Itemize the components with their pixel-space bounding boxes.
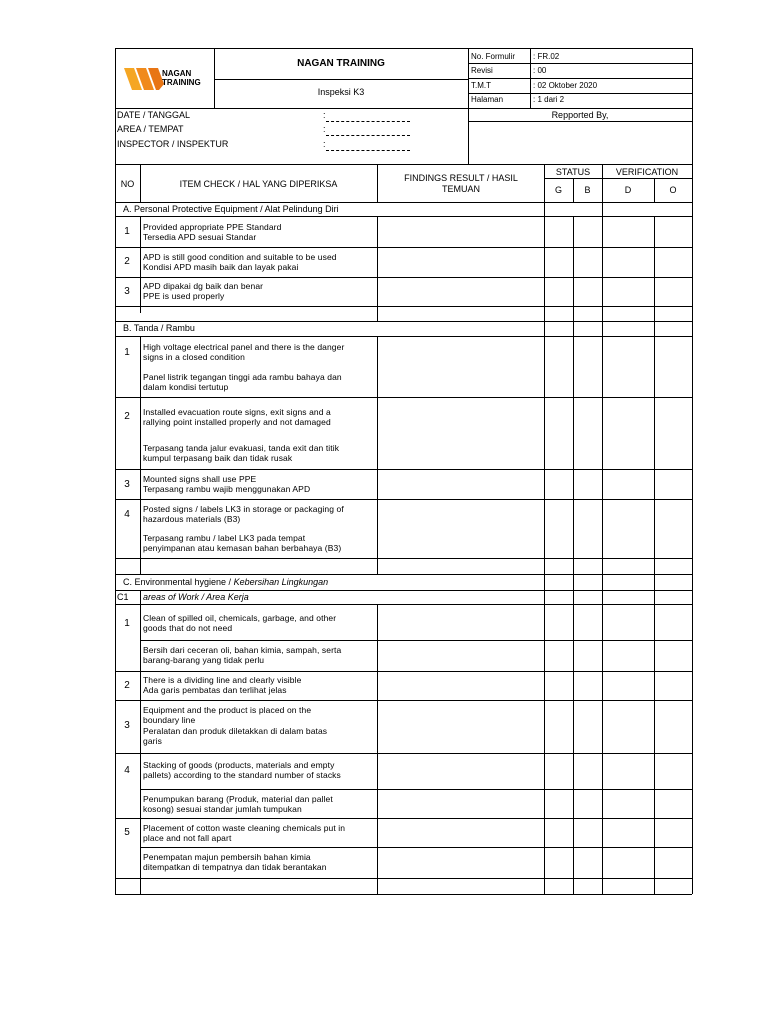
item-b4-text-en: Posted signs / labels LK3 in storage or packaging of hazardous materials (B3) — [143, 504, 344, 525]
item-c3-text: Equipment and the product is placed on the boundary line Peralatan dan produk diletakkan di dalam batas garis — [143, 705, 328, 746]
logo-text-line1: NAGAN — [162, 69, 192, 78]
date-colon: : — [323, 110, 326, 120]
col-header-status: STATUS — [555, 167, 591, 177]
item-number: 4 — [124, 509, 130, 520]
item-number: 3 — [124, 479, 130, 490]
inspector-label: INSPECTOR / INSPEKTUR — [117, 139, 229, 149]
item-b1-text-en: High voltage electrical panel and there is the danger signs in a closed condition — [143, 342, 345, 363]
item-number: 2 — [124, 411, 130, 422]
col-header-verif-o: O — [669, 185, 677, 195]
item-a1-text: Provided appropriate PPE Standard Tersedia APD sesuai Standar — [143, 222, 282, 243]
company-title: NAGAN TRAINING — [297, 58, 385, 69]
item-number: 4 — [124, 765, 130, 776]
meta-label-revisi: Revisi — [471, 66, 493, 75]
meta-value-halaman: : 1 dari 2 — [533, 95, 565, 104]
item-a3-text: APD dipakai dg baik dan benar PPE is used properly — [143, 281, 264, 302]
item-number: 2 — [124, 256, 130, 267]
section-c-title-italic: Kebersihan Lingkungan — [233, 577, 329, 587]
item-number: 1 — [124, 347, 130, 358]
area-label: AREA / TEMPAT — [117, 124, 184, 134]
item-b2-text-en: Installed evacuation route signs, exit signs and a rallying point installed properly and not damaged — [143, 407, 331, 428]
item-c4-text-en: Stacking of goods (products, materials and empty pallets) according to the standard number of stacks — [143, 760, 341, 781]
item-c5-text-id: Penempatan majun pembersih bahan kimia ditempatkan di tempatnya dan tidak berantakan — [143, 852, 327, 873]
item-number: 1 — [124, 618, 130, 629]
col-header-status-g: G — [554, 185, 562, 195]
item-a2-text: APD is still good condition and suitable to be used Kondisi APD masih baik dan layak pakai — [143, 252, 337, 273]
item-b2-text-id: Terpasang tanda jalur evakuasi, tanda exit dan titik kumpul terpasang baik dan tidak rusak — [143, 443, 340, 464]
item-c4-text-id: Penumpukan barang (Produk, material dan pallet kosong) sesuai standar jumlah tumpukan — [143, 794, 333, 815]
company-logo — [124, 66, 208, 94]
section-c1-number: C1 — [117, 592, 129, 602]
col-header-findings: FINDINGS RESULT / HASIL TEMUAN — [404, 173, 518, 194]
form-subtitle: Inspeksi K3 — [317, 87, 365, 97]
section-c-title-prefix: C. Environmental hygiene / — [123, 577, 234, 587]
logo-text-line2: TRAINING — [162, 78, 201, 87]
meta-value-formulir: : FR.02 — [533, 52, 560, 61]
meta-label-formulir: No. Formulir — [471, 52, 516, 61]
item-number: 3 — [124, 286, 130, 297]
section-c1-title: areas of Work / Area Kerja — [143, 592, 249, 602]
item-b1-text-id: Panel listrik tegangan tinggi ada rambu bahaya dan dalam kondisi tertutup — [143, 372, 342, 393]
section-b-title: B. Tanda / Rambu — [123, 323, 195, 333]
item-c1-text-id: Bersih dari ceceran oli, bahan kimia, sampah, serta barang-barang yang tidak perlu — [143, 645, 342, 666]
col-header-status-b: B — [584, 185, 591, 195]
area-colon: : — [323, 124, 326, 134]
meta-value-tmt: : 02 Oktober 2020 — [533, 81, 598, 90]
reported-by-label: Repported By, — [551, 110, 609, 120]
meta-value-revisi: : 00 — [533, 66, 547, 75]
item-c2-text: There is a dividing line and clearly visible Ada garis pembatas dan terlihat jelas — [143, 675, 302, 696]
item-number: 5 — [124, 827, 130, 838]
col-header-item: ITEM CHECK / HAL YANG DIPERIKSA — [179, 179, 338, 189]
item-number: 2 — [124, 680, 130, 691]
inspector-colon: : — [323, 139, 326, 149]
item-b3-text: Mounted signs shall use PPE Terpasang rambu wajib menggunakan APD — [143, 474, 311, 495]
col-header-verification: VERIFICATION — [615, 167, 679, 177]
reported-by-signature-area[interactable] — [470, 123, 690, 163]
item-number: 3 — [124, 720, 130, 731]
section-a-title: A. Personal Protective Equipment / Alat Pelindung Diri — [123, 204, 339, 214]
item-c1-text-en: Clean of spilled oil, chemicals, garbage, and other goods that do not need — [143, 613, 337, 634]
item-number: 1 — [124, 226, 130, 237]
section-c-title — [123, 577, 328, 588]
area-field[interactable] — [326, 135, 410, 136]
meta-label-tmt: T.M.T — [471, 81, 491, 90]
item-b4-text-id: Terpasang rambu / label LK3 pada tempat penyimpanan atau kemasan bahan berbahaya (B3) — [143, 533, 342, 554]
col-header-no: NO — [120, 179, 135, 189]
date-label: DATE / TANGGAL — [117, 110, 191, 120]
meta-label-halaman: Halaman — [471, 95, 504, 104]
item-c5-text-en: Placement of cotton waste cleaning chemicals put in place and not fall apart — [143, 823, 346, 844]
date-field[interactable] — [326, 121, 410, 122]
inspector-field[interactable] — [326, 150, 410, 151]
col-header-verif-d: D — [624, 185, 632, 195]
logo-mark-icon — [124, 66, 164, 92]
